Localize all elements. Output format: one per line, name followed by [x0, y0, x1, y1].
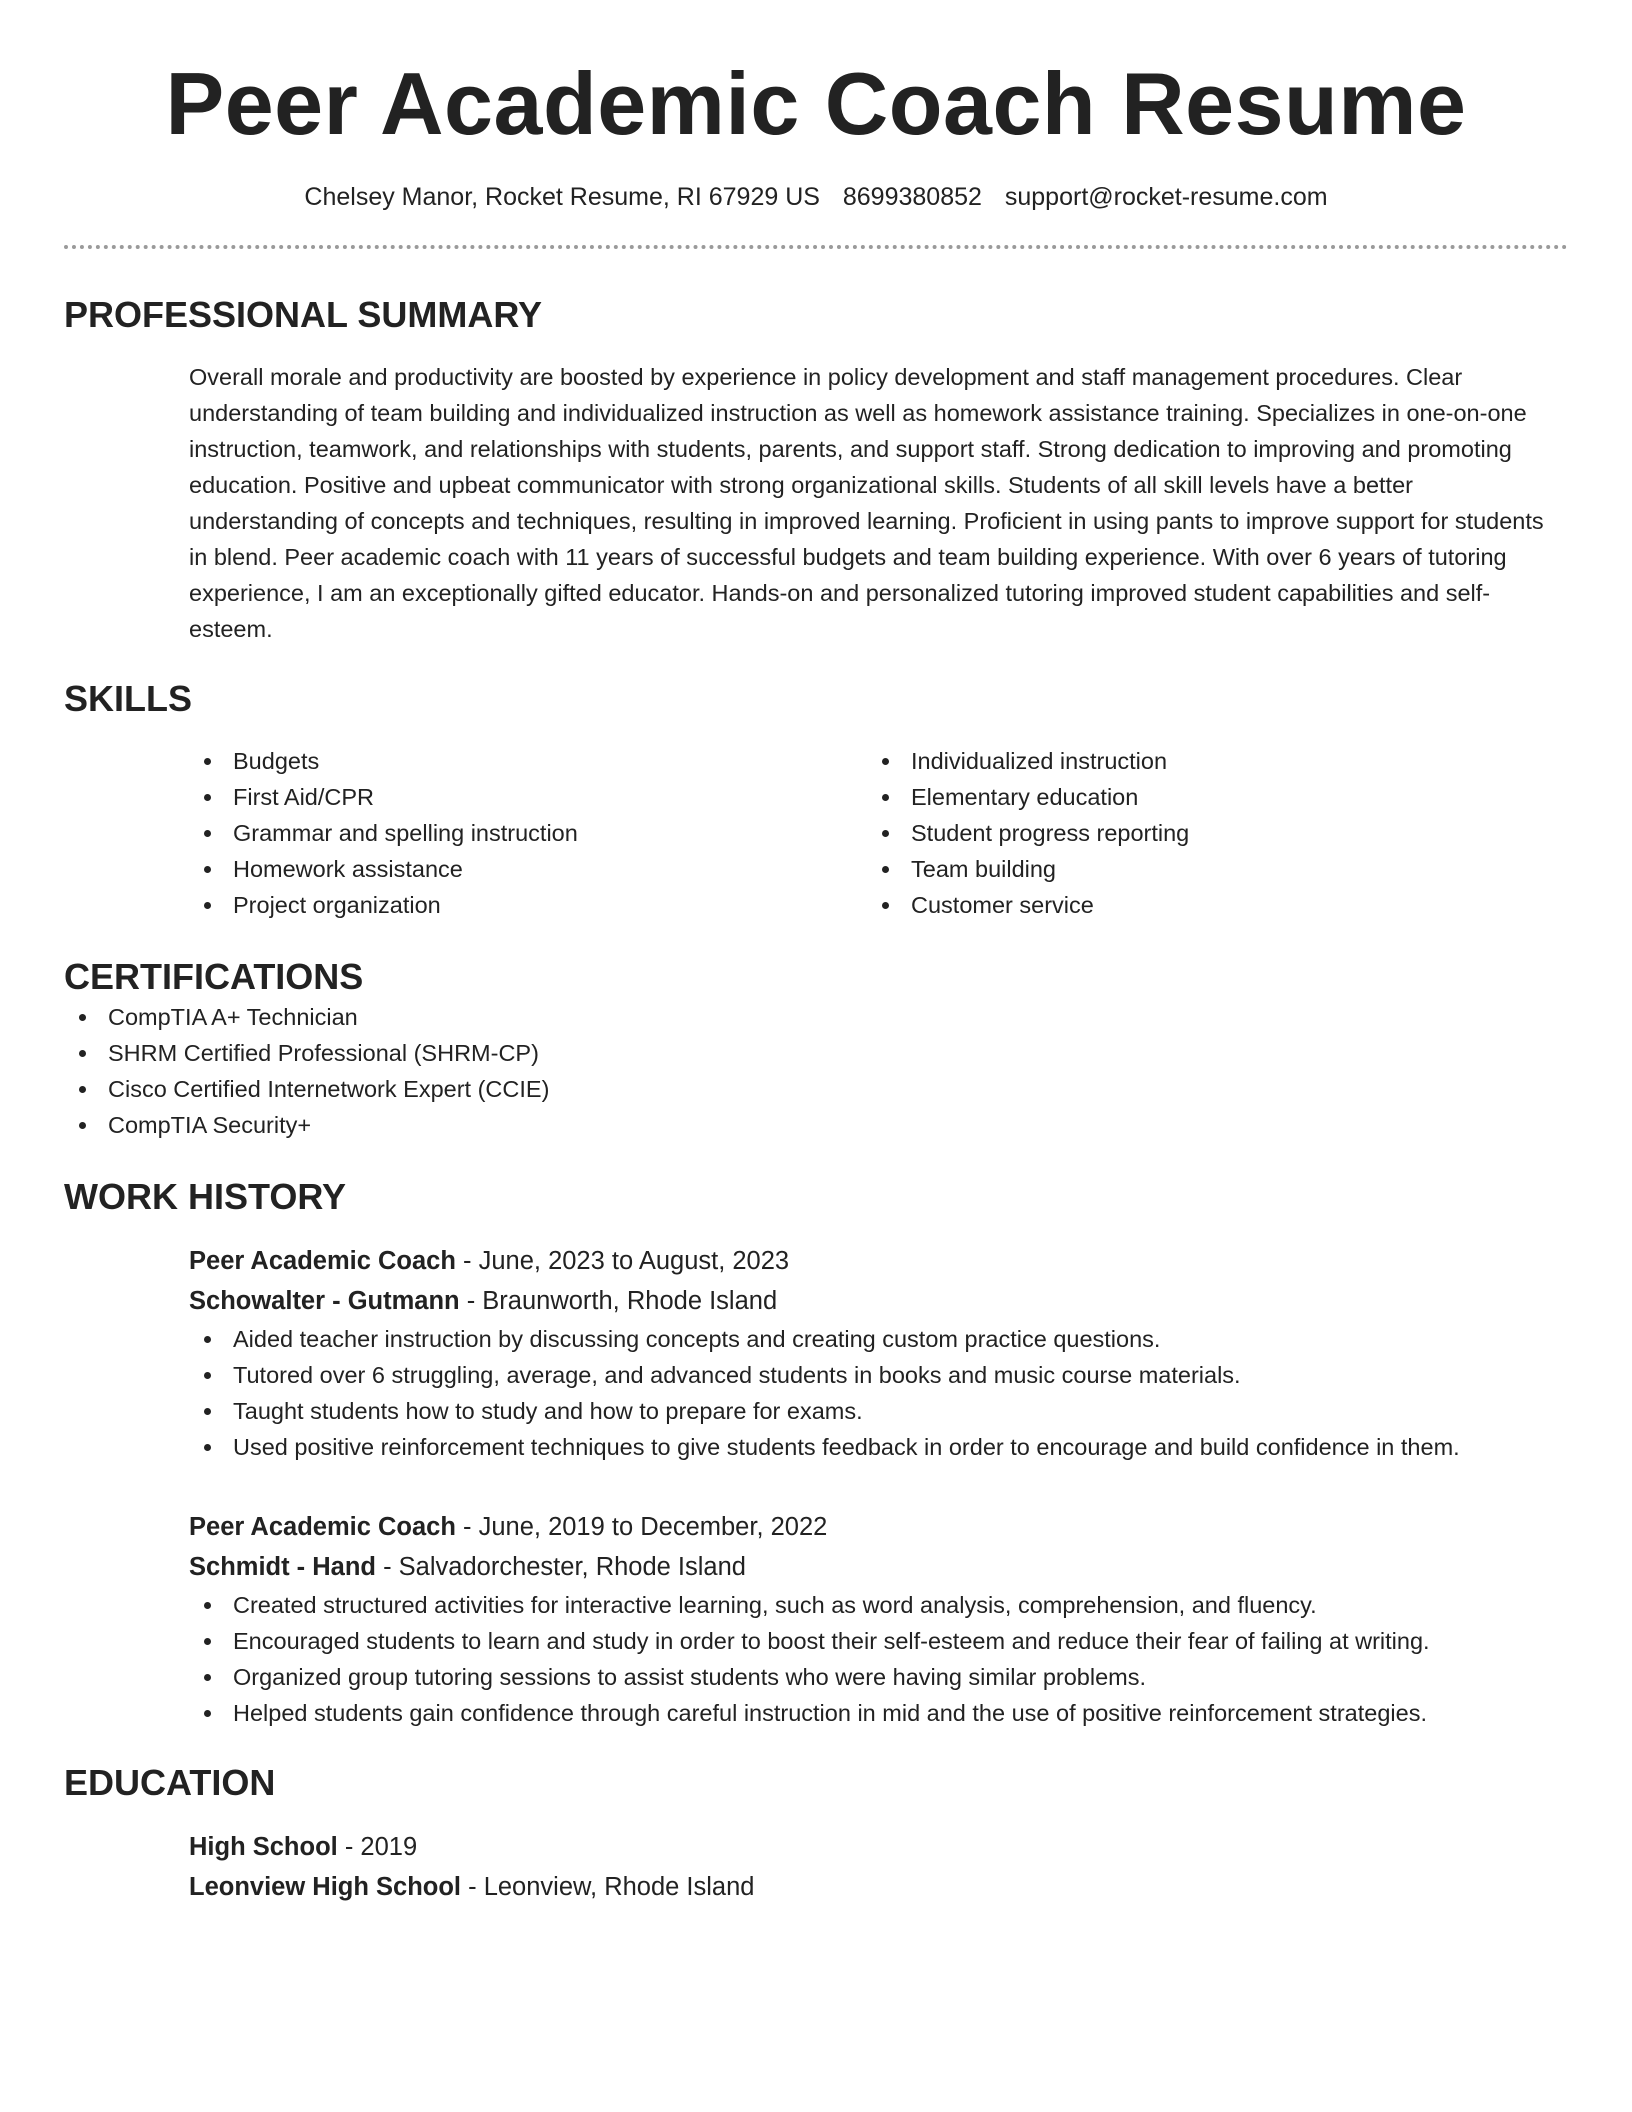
- job-duty: Tutored over 6 struggling, average, and advanced students in books and music course materials.: [189, 1357, 1568, 1393]
- job-duty: Helped students gain confidence through careful instruction in mid and the use of positive reinforcement strategies.: [189, 1695, 1568, 1731]
- certification-item: SHRM Certified Professional (SHRM-CP): [64, 1035, 1568, 1071]
- section-title-skills: SKILLS: [64, 678, 193, 719]
- job-company: Schmidt - Hand: [189, 1553, 377, 1581]
- contact-line: [64, 180, 1568, 214]
- skill-item: Budgets: [189, 743, 867, 779]
- job-entry: [189, 1507, 1568, 1731]
- skills-column-right: [867, 743, 1545, 923]
- job-duty: Organized group tutoring sessions to assist students who were having similar problems.: [189, 1659, 1568, 1695]
- resume-title: Peer Academic Coach Resume: [165, 54, 1467, 153]
- job-company-line: [189, 1281, 1568, 1321]
- skill-item: Student progress reporting: [867, 815, 1545, 851]
- contact-phone: 8699380852: [842, 183, 982, 211]
- skill-item: Elementary education: [867, 779, 1545, 815]
- job-duty: Taught students how to study and how to prepare for exams.: [189, 1393, 1568, 1429]
- job-role: Peer Academic Coach: [189, 1247, 456, 1275]
- skill-item: Individualized instruction: [867, 743, 1545, 779]
- skills-grid: [189, 743, 1568, 923]
- professional-summary-section: [64, 293, 1568, 647]
- skills-column-left: [189, 743, 867, 923]
- education-degree: High School: [189, 1833, 338, 1861]
- skill-item: Team building: [867, 851, 1545, 887]
- job-role-line: [189, 1507, 1568, 1547]
- job-duty: Encouraged students to learn and study in order to boost their self-esteem and reduce their fear of failing at writing.: [189, 1623, 1568, 1659]
- job-duties-list: [189, 1587, 1568, 1731]
- job-location: - Salvadorchester, Rhode Island: [376, 1553, 746, 1581]
- job-dates: - June, 2023 to August, 2023: [455, 1247, 790, 1275]
- certification-item: Cisco Certified Internetwork Expert (CCIE): [64, 1071, 1568, 1107]
- job-duties-list: [189, 1321, 1568, 1465]
- contact-address: Chelsey Manor, Rocket Resume, RI 67929 US: [304, 183, 820, 211]
- skill-item: Customer service: [867, 887, 1545, 923]
- skills-section: [64, 677, 1568, 923]
- job-role-line: [189, 1241, 1568, 1281]
- job-role: Peer Academic Coach: [189, 1513, 456, 1541]
- section-title-summary: PROFESSIONAL SUMMARY: [64, 294, 543, 335]
- certifications-list: [64, 999, 1568, 1143]
- education-entry: [189, 1827, 1568, 1907]
- skill-item: Grammar and spelling instruction: [189, 815, 867, 851]
- job-company: Schowalter - Gutmann: [189, 1287, 460, 1315]
- certification-item: CompTIA A+ Technician: [64, 999, 1568, 1035]
- job-company-line: [189, 1547, 1568, 1587]
- education-school: Leonview High School: [189, 1873, 462, 1901]
- job-dates: - June, 2019 to December, 2022: [455, 1513, 828, 1541]
- job-duty: Aided teacher instruction by discussing concepts and creating custom practice questions.: [189, 1321, 1568, 1357]
- summary-text: Overall morale and productivity are boosted by experience in policy development and staff management procedures. Clear understanding of team building and individualized instruction as well as homework assistance training. Specializes in one-on-one instruction, teamwork, and relationships with students, parents, and support staff. Strong dedication to improving and promoting education. Positive and upbeat communicator with strong organizational skills. Students of all skill levels have a better understanding of concepts and techniques, resulting in improved learning. Proficient in using pants to improve support for students in blend. Peer academic coach with 11 years of successful budgets and team building experience. With over 6 years of tutoring experience, I am an exceptionally gifted educator. Hands-on and personalized tutoring improved student capabilities and self-esteem.: [189, 364, 1544, 642]
- education-degree-line: [189, 1827, 1568, 1867]
- header-divider: [64, 245, 1568, 249]
- section-title-work: WORK HISTORY: [64, 1176, 347, 1217]
- certifications-section: [64, 955, 1568, 1143]
- job-entry: [189, 1241, 1568, 1465]
- skill-item: Homework assistance: [189, 851, 867, 887]
- contact-email: support@rocket-resume.com: [1004, 183, 1328, 211]
- skill-item: Project organization: [189, 887, 867, 923]
- job-duty: Used positive reinforcement techniques to give students feedback in order to encourage and build confidence in them.: [189, 1429, 1568, 1465]
- education-location: - Leonview, Rhode Island: [461, 1873, 755, 1901]
- education-school-line: [189, 1867, 1568, 1907]
- certification-item: CompTIA Security+: [64, 1107, 1568, 1143]
- section-title-education: EDUCATION: [64, 1762, 276, 1803]
- section-title-certifications: CERTIFICATIONS: [64, 956, 364, 997]
- education-year: - 2019: [337, 1833, 418, 1861]
- job-location: - Braunworth, Rhode Island: [459, 1287, 778, 1315]
- job-duty: Created structured activities for interactive learning, such as word analysis, comprehension, and fluency.: [189, 1587, 1568, 1623]
- education-section: [64, 1761, 1568, 1907]
- skill-item: First Aid/CPR: [189, 779, 867, 815]
- work-history-section: [64, 1175, 1568, 1731]
